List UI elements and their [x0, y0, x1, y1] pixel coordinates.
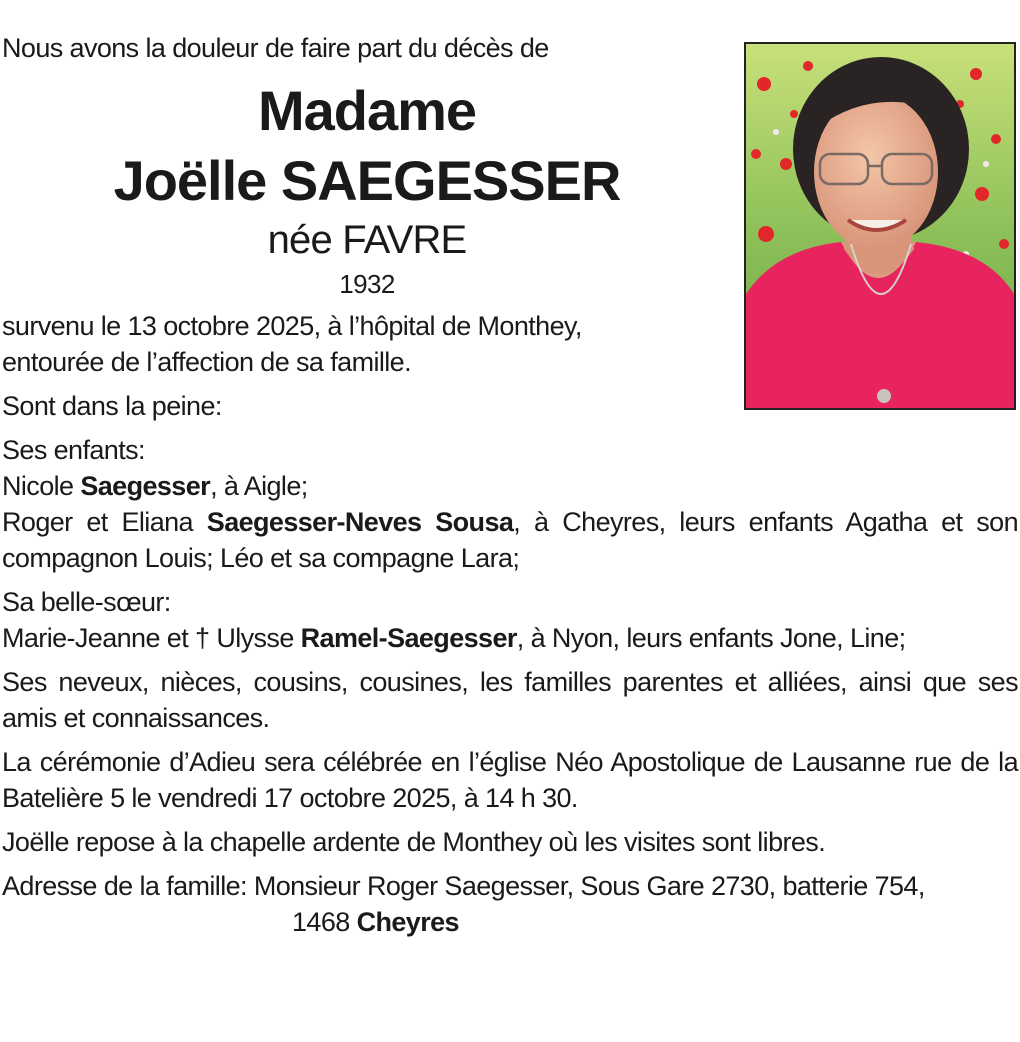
- address-line-2: [2, 904, 1018, 940]
- birth-year: 1932: [339, 269, 395, 299]
- relatives-paragraph: Ses neveux, nièces, cousins, cousines, les familles parentes et alliées, ainsi que ses amis et connaissances.: [2, 667, 1018, 733]
- death-line-2: entourée de l’affection de sa famille.: [2, 347, 411, 377]
- children-section: [2, 432, 1018, 576]
- child-nicole-first: Nicole: [2, 471, 81, 501]
- sister-in-law-heading: Sa belle-sœur:: [2, 587, 171, 617]
- children-heading: Ses enfants:: [2, 435, 145, 465]
- child-nicole-place: , à Aigle;: [210, 471, 308, 501]
- sister-in-law-entry: [2, 620, 1018, 656]
- death-line-1: survenu le 13 octobre 2025, à l’hôpital de Monthey,: [2, 311, 582, 341]
- child-roger-details: , à Cheyres, leurs enfants Agatha et son compagnon Louis; Léo et sa compagne Lara;: [2, 507, 1019, 573]
- sister-in-law-section: [2, 584, 1018, 656]
- name-header: [2, 76, 732, 304]
- address-city: Cheyres: [356, 907, 459, 937]
- child-roger: [2, 504, 1018, 576]
- child-roger-surname: Saegesser-Neves Sousa: [206, 507, 514, 537]
- death-details: [2, 308, 1018, 380]
- obituary-notice: [2, 30, 1018, 948]
- child-nicole-surname: Saegesser: [80, 471, 211, 501]
- family-address: [2, 868, 1018, 940]
- sister-in-law-first: Marie-Jeanne et † Ulysse: [2, 623, 301, 653]
- title-madame: Madame: [257, 79, 477, 142]
- ceremony-paragraph: La cérémonie d’Adieu sera célébrée en l’église Néo Apostolique de Lausanne rue de la Batelière 5 le vendredi 17 octobre 2025, à 14 h 30.: [2, 747, 1018, 813]
- intro-line: Nous avons la douleur de faire part du décès de: [2, 33, 549, 63]
- child-roger-first: Roger et Eliana: [2, 507, 207, 537]
- sister-in-law-surname: Ramel-Saegesser: [300, 623, 517, 653]
- child-nicole: [2, 468, 1018, 504]
- deceased-name: Joëlle SAEGESSER: [113, 149, 621, 212]
- sister-in-law-details: , à Nyon, leurs enfants Jone, Line;: [516, 623, 906, 653]
- address-postcode: 1468: [292, 907, 357, 937]
- maiden-name: née FAVRE: [267, 218, 467, 262]
- chapel-paragraph: Joëlle repose à la chapelle ardente de Monthey où les visites sont libres.: [2, 827, 826, 857]
- address-line-1: Adresse de la famille: Monsieur Roger Saegesser, Sous Gare 2730, batterie 754,: [2, 871, 925, 901]
- mourners-heading: Sont dans la peine:: [2, 391, 222, 421]
